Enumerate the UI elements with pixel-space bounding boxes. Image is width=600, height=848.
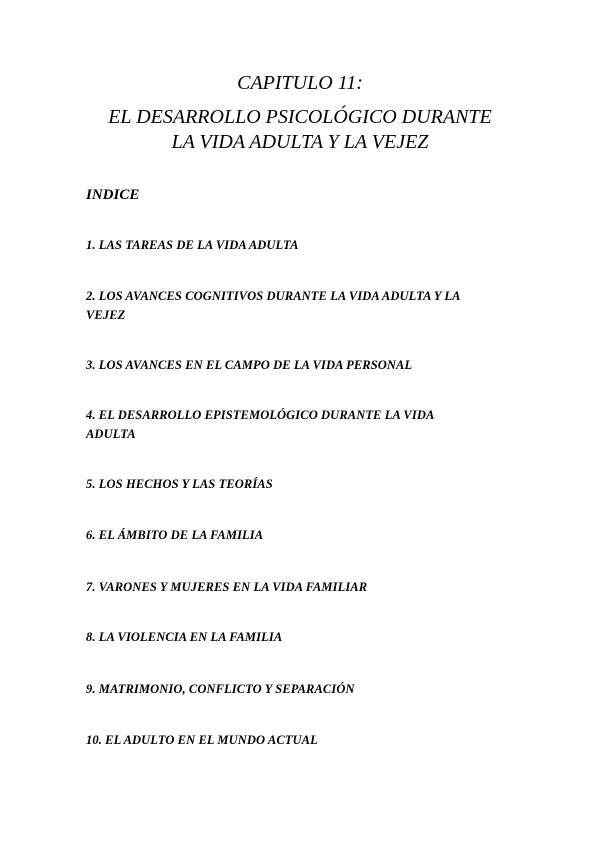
toc-item-text: 6. EL ÁMBITO DE LA FAMILIA [86, 528, 264, 542]
toc-item-text: 8. LA VIOLENCIA EN LA FAMILIA [86, 630, 283, 644]
toc-item-text: 9. MATRIMONIO, CONFLICTO Y SEPARACIÓN [86, 682, 355, 696]
toc-item-9 [86, 680, 526, 699]
toc-item-text-continued: ADULTA [86, 427, 136, 441]
toc-item-2 [86, 287, 526, 325]
toc-item-text: 1. LAS TAREAS DE LA VIDA ADULTA [86, 238, 299, 252]
chapter-title-line-1: EL DESARROLLO PSICOLÓGICO DURANTE [108, 106, 492, 128]
toc-item-text: 10. EL ADULTO EN EL MUNDO ACTUAL [86, 733, 318, 747]
toc-item-text: 3. LOS AVANCES EN EL CAMPO DE LA VIDA PERSONAL [86, 358, 413, 372]
toc-item-5 [86, 475, 526, 494]
chapter-title-line-2: LA VIDA ADULTA Y LA VEJEZ [171, 131, 429, 153]
toc-item-10 [86, 731, 526, 750]
toc-item-7 [86, 578, 526, 597]
toc-item-3 [86, 356, 526, 375]
toc-item-text-continued: VEJEZ [86, 308, 126, 322]
toc-item-text: 4. EL DESARROLLO EPISTEMOLÓGICO DURANTE LA VIDA [86, 408, 435, 422]
toc-item-text: 7. VARONES Y MUJERES EN LA VIDA FAMILIAR [86, 580, 368, 594]
chapter-number: CAPITULO 11: [237, 72, 363, 94]
toc-item-8 [86, 628, 526, 647]
toc-item-6 [86, 526, 526, 545]
toc-item-text: 2. LOS AVANCES COGNITIVOS DURANTE LA VIDA ADULTA Y LA [86, 289, 461, 303]
toc-item-text: 5. LOS HECHOS Y LAS TEORÍAS [86, 477, 273, 491]
chapter-title [0, 105, 600, 155]
toc-item-4 [86, 406, 526, 444]
toc-item-1 [86, 236, 526, 255]
index-heading: INDICE [86, 187, 140, 203]
